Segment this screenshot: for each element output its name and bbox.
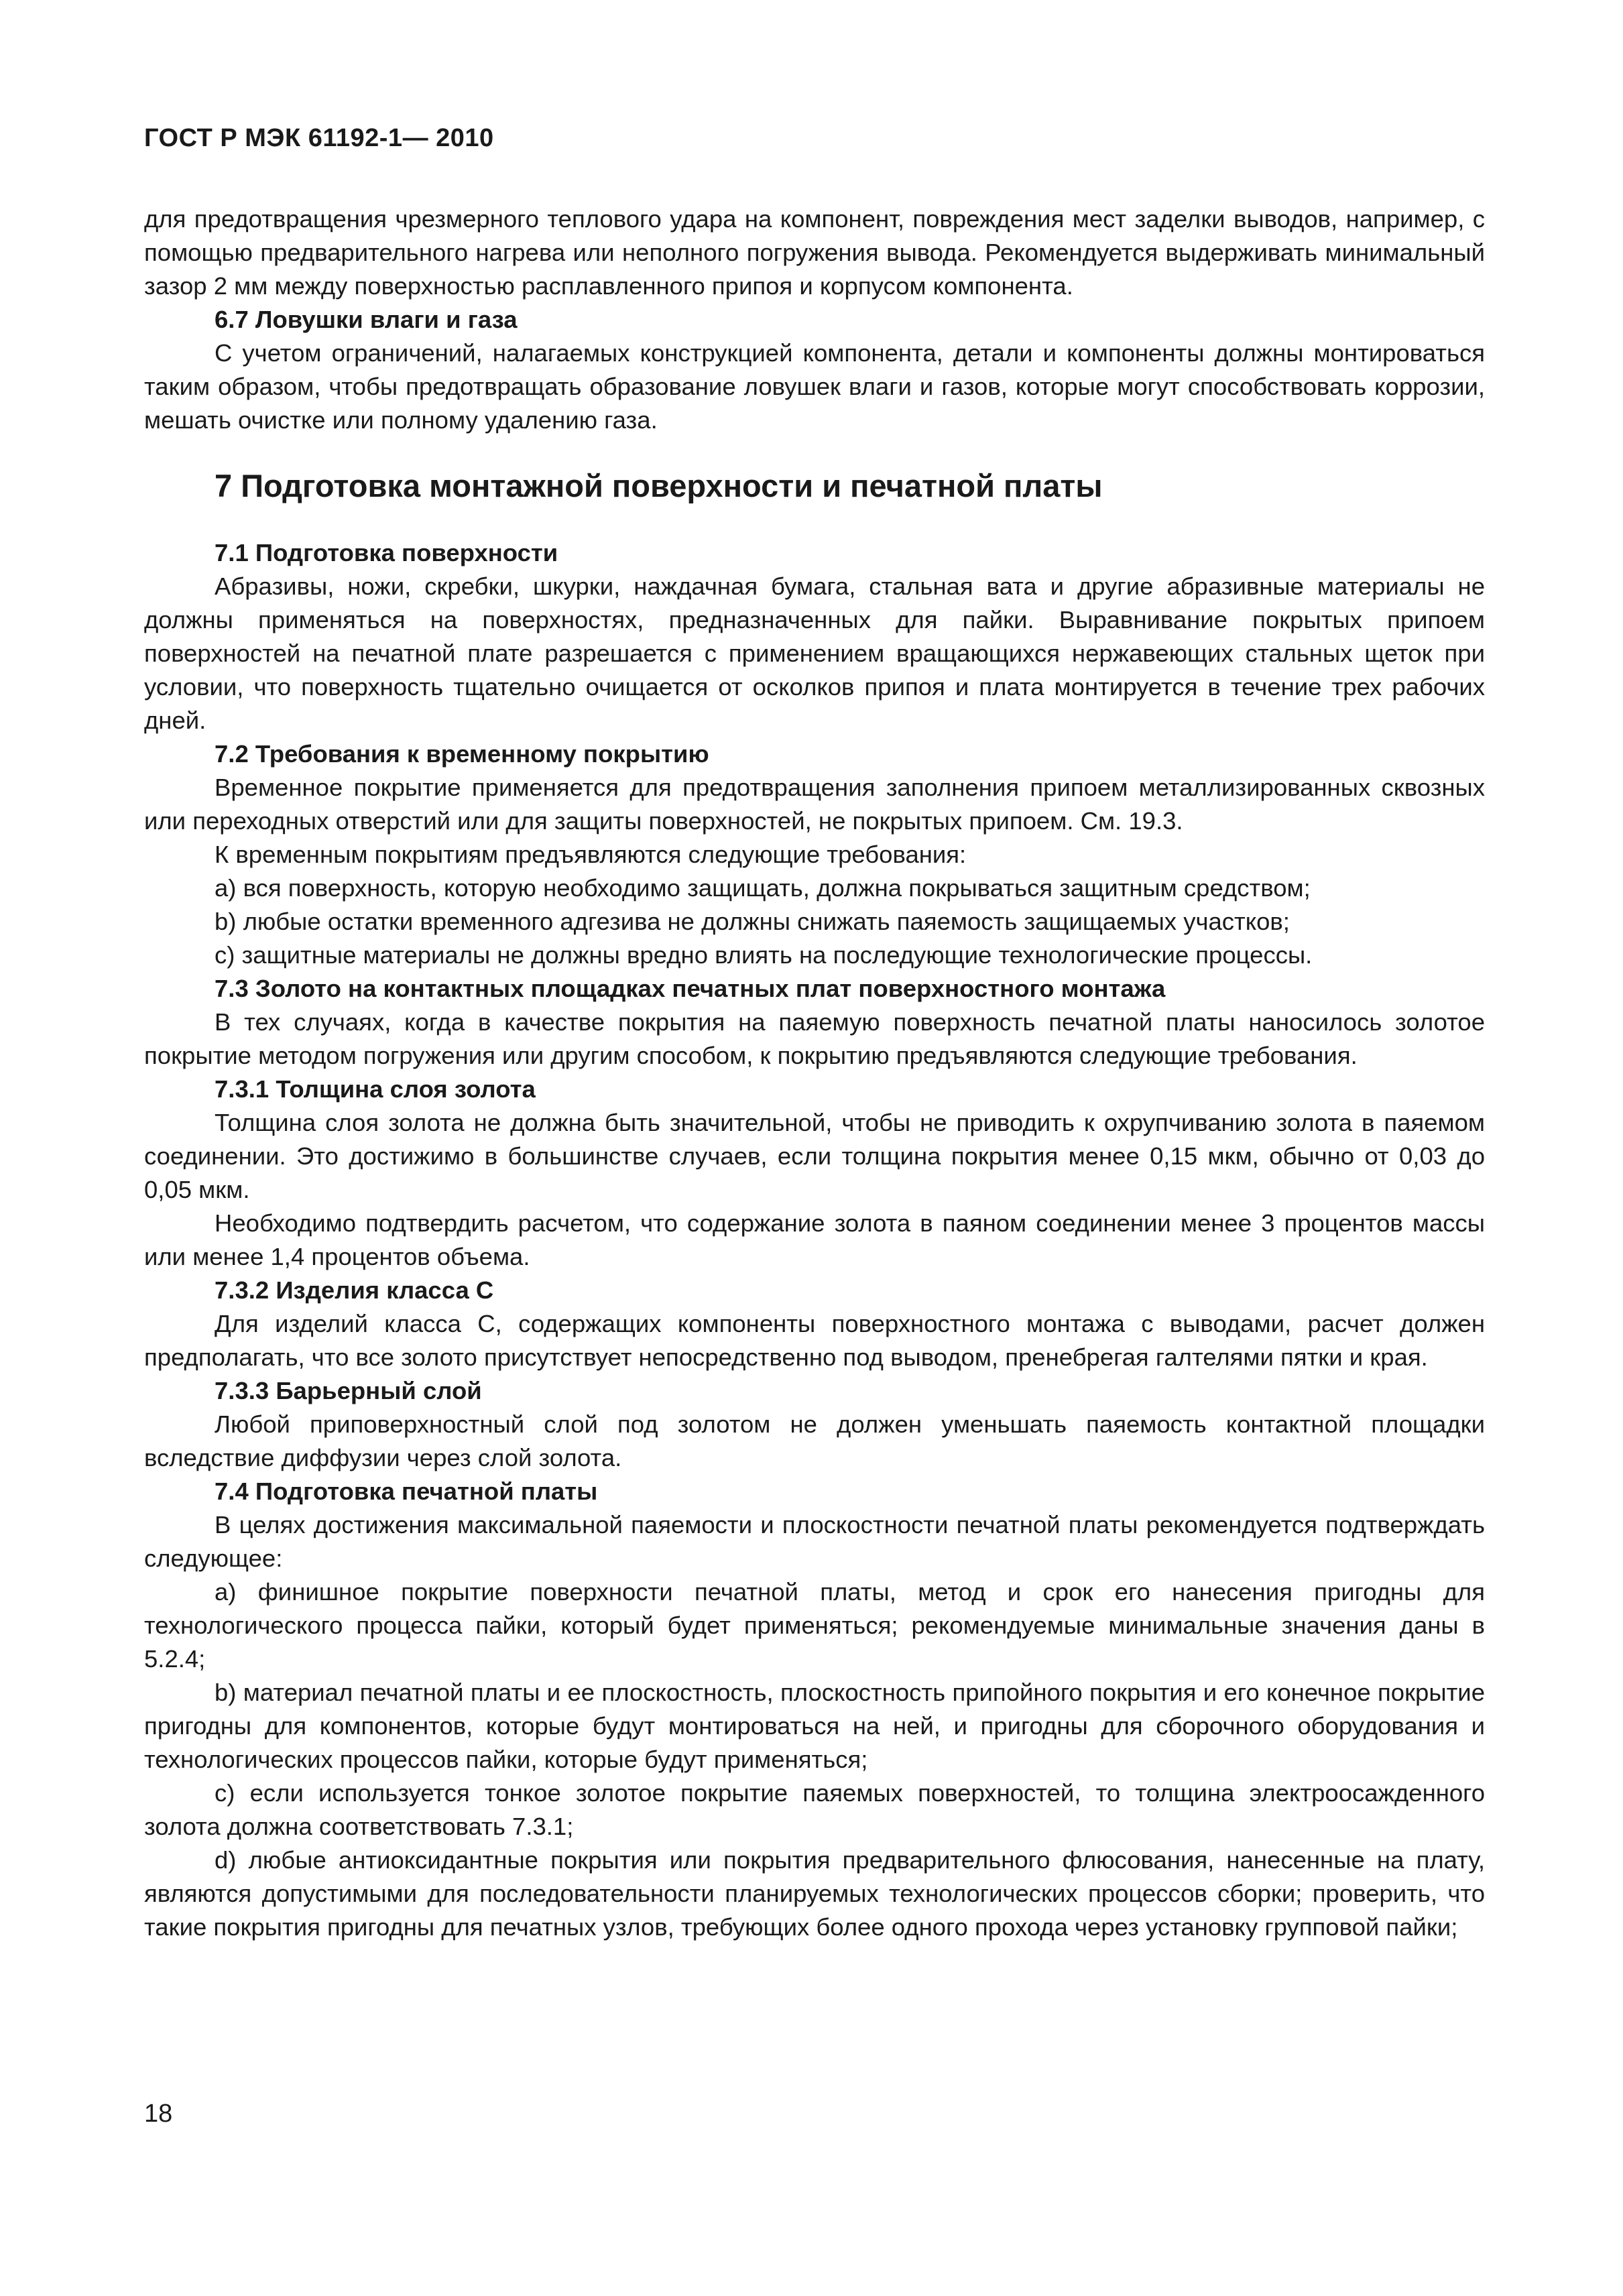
section-heading-7-4: 7.4 Подготовка печатной платы (215, 1477, 598, 1505)
document-body (144, 202, 1485, 1944)
paragraph-7-4-intro: В целях достижения максимальной паяемости и плоскостности печатной платы рекомендуется подтверждать следующее: (144, 1511, 1485, 1572)
section-heading-7-1: 7.1 Подготовка поверхности (215, 539, 558, 566)
list-item-7-2-a: a) вся поверхность, которую необходимо защищать, должна покрываться защитным средством; (215, 874, 1311, 902)
list-item-7-2-b: b) любые остатки временного адгезива не должны снижать паяемость защищаемых участков; (215, 908, 1290, 935)
section-heading-7-3-2: 7.3.2 Изделия класса С (215, 1276, 494, 1304)
section-heading-6-7: 6.7 Ловушки влаги и газа (215, 306, 518, 333)
document-page (144, 0, 1485, 2296)
section-heading-7-3: 7.3 Золото на контактных площадках печатных плат поверхностного монтажа (215, 975, 1166, 1002)
section-heading-7-2: 7.2 Требования к временному покрытию (215, 740, 709, 768)
list-item-7-4-c: c) если используется тонкое золотое покрытие паяемых поверхностей, то толщина электроосажденного золота должна соответствовать 7.3.1; (144, 1779, 1485, 1840)
section-heading-7-3-3: 7.3.3 Барьерный слой (215, 1377, 482, 1404)
page-number: 18 (144, 2100, 173, 2128)
list-item-7-4-b: b) материал печатной платы и ее плоскостность, плоскостность припойного покрытия и его конечное покрытие пригодны для компонентов, которые будут монтироваться на ней, и пригодны для сборочного оборудования и технологических процессов пайки, которые будут применяться; (144, 1679, 1485, 1773)
document-header: ГОСТ Р МЭК 61192-1— 2010 (144, 124, 494, 152)
paragraph-7-3-1-b: Необходимо подтвердить расчетом, что содержание золота в паяном соединении менее 3 процентов массы или менее 1,4 процентов объема. (144, 1209, 1485, 1270)
paragraph-7-3: В тех случаях, когда в качестве покрытия на паяемую поверхность печатной платы наносилось золотое покрытие методом погружения или другим способом, к покрытию предъявляются следующие требования. (144, 1008, 1485, 1069)
list-item-7-4-a: a) финишное покрытие поверхности печатной платы, метод и срок его нанесения пригодны для технологического процесса пайки, который будет применяться; рекомендуемые минимальные значения даны в 5.2.4; (144, 1578, 1485, 1673)
paragraph-7-1: Абразивы, ножи, скребки, шкурки, наждачная бумага, стальная вата и другие абразивные материалы не должны применяться на поверхностях, предназначенных для пайки. Выравнивание покрытых припоем поверхностей на печатной плате разрешается с применением вращающихся нержавеющих стальных щеток при условии, что поверхность тщательно очищается от осколков припоя и плата монтируется в течение трех рабочих дней. (144, 572, 1485, 734)
list-item-7-4-d: d) любые антиоксидантные покрытия или покрытия предварительного флюсования, нанесенные на плату, являются допустимыми для последовательности планируемых технологических процессов сборки; проверить, что такие покрытия пригодны для печатных узлов, требующих более одного прохода через установку групповой пайки; (144, 1846, 1485, 1941)
section-title-7: 7 Подготовка монтажной поверхности и печатной платы (215, 468, 1103, 503)
paragraph-continuation: для предотвращения чрезмерного теплового удара на компонент, повреждения мест заделки выводов, например, с помощью предварительного нагрева или неполного погружения вывода. Рекомендуется выдерживать минимальный зазор 2 мм между поверхностью расплавленного припоя и корпусом компонента. (144, 205, 1485, 300)
paragraph-7-3-3: Любой приповерхностный слой под золотом не должен уменьшать паяемость контактной площадки вследствие диффузии через слой золота. (144, 1410, 1485, 1471)
paragraph-7-3-2: Для изделий класса С, содержащих компоненты поверхностного монтажа с выводами, расчет должен предполагать, что все золото присутствует непосредственно под выводом, пренебрегая галтелями пятки и края. (144, 1310, 1485, 1371)
paragraph-7-2-intro: Временное покрытие применяется для предотвращения заполнения припоем металлизированных сквозных или переходных отверстий или для защиты поверхностей, не покрытых припоем. См. 19.3. (144, 774, 1485, 835)
paragraph-7-2-requirements: К временным покрытиям предъявляются следующие требования: (215, 841, 967, 868)
list-item-7-2-c: c) защитные материалы не должны вредно влиять на последующие технологические процессы. (215, 941, 1313, 969)
section-heading-7-3-1: 7.3.1 Толщина слоя золота (215, 1075, 536, 1103)
paragraph-7-3-1-a: Толщина слоя золота не должна быть значительной, чтобы не приводить к охрупчиванию золота в паяемом соединении. Это достижимо в большинстве случаев, если толщина покрытия менее 0,15 мкм, обычно от 0,03 до 0,05 мкм. (144, 1109, 1485, 1203)
paragraph-6-7: С учетом ограничений, налагаемых конструкцией компонента, детали и компоненты должны монтироваться таким образом, чтобы предотвращать образование ловушек влаги и газов, которые могут способствовать коррозии, мешать очистке или полному удалению газа. (144, 339, 1485, 434)
